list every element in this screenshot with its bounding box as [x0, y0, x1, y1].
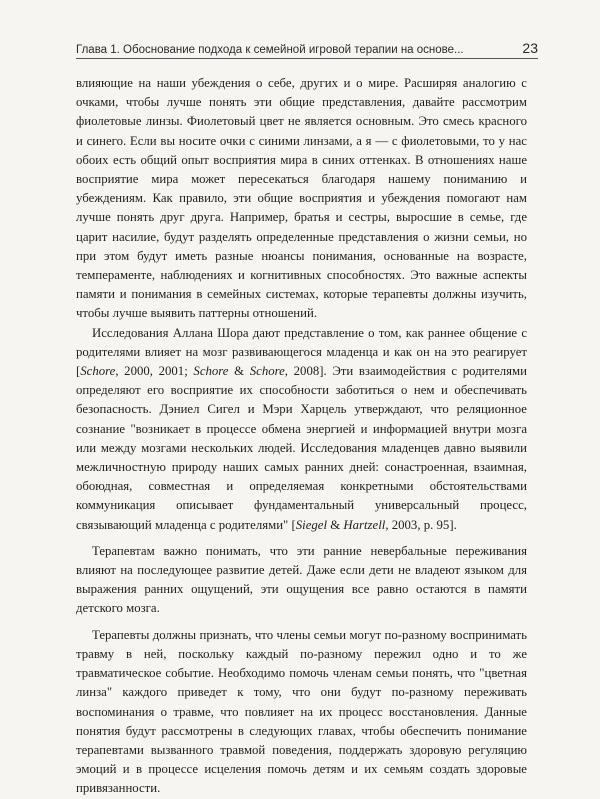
body-text [76, 74, 527, 799]
header-divider [76, 58, 538, 59]
citation-author: Schore [193, 364, 229, 379]
citation-author: Schore [80, 364, 116, 379]
paragraph-2-text-4: , 2008]. Эти взаимодействия с родителями определяют его восприятие их способности заботиться о нем и обеспечивать безопасность. Дэниел Сигел и Мэри Харцель утверждают, что реляционное сознание "возникает в процессе обмена энергией и информацией внутри мозга или между мозгами нескольких людей. Исследования младенцев давно выявили межличностную природу наших самых ранних дней: сонастроенная, взаимная, обоюдная, совместная и определяемая конкретными обстоятельствами коммуникация описывает фундаментальный универсальный процесс, связывающий младенца с родителями" [ [76, 364, 527, 532]
paragraph-1: влияющие на наши убеждения о себе, других и о мире. Расширяя аналогию с очками, чтобы лучше понять эти общие представления, давайте рассмотрим фиолетовые линзы. Фиолетовый цвет не является основным. Это смесь красного и синего. Если вы носите очки с синими линзами, а я — с фиолетовыми, то у нас обоих есть общий опыт восприятия мира в синих оттенках. В отношениях наше восприятие мира может пересекаться благодаря нашему пониманию и убеждениям. Как правило, эти общие восприятия и убеждения помогают нам лучше понять друг друга. Например, братья и сестры, выросшие в семье, где царит насилие, будут разделять определенные представления о жизни семьи, но при этом будут иметь разные нюансы понимания, основанные на возрасте, темпераменте, наблюдениях и когнитивных способностях. Это важные аспекты памяти и понимания в семейных системах, которые терапевты должны изучить, чтобы лучше выявить паттерны отношений. [76, 76, 527, 321]
paragraph-2-text-6: , 2003, p. 95]. [385, 517, 457, 532]
citation-author: Siegel [295, 517, 328, 532]
paragraph-4: Терапевты должны признать, что члены семьи могут по-разному воспринимать травму в ней, поскольку каждый по-разному пережил одно и то же травматическое событие. Необходимо помочь членам семьи понять, что "цветная линза" каждого приведет к тому, что они будут по-разному переживать воспоминания о травме, что повлияет на их процесс восстановления. Данные понятия будут рассмотрены в следующих главах, чтобы обеспечить понимание терапевтами вызванного травмой поведения, поддержать здоровую регуляцию эмоций и в процессе исцеления помочь детям и их семьям создать здоровые привязанности. [76, 627, 527, 796]
paragraph-3: Терапевтам важно понимать, что эти ранние невербальные переживания влияют на последующее развитие детей. Даже если дети не владеют языком для выражения ранних ощущений, эти ощущения все равно остаются в памяти детского мозга. [76, 543, 527, 616]
paragraph-2-text-1: Исследования Аллана Шора дают представление о том, как раннее общение с родителями влияет на мозг развивающегося младенца и как он на это реагирует [ [76, 325, 527, 379]
running-header [76, 40, 538, 56]
paragraph-2 [76, 324, 527, 535]
chapter-title: Глава 1. Обоснование подхода к семейной игровой терапии на основе... [76, 44, 464, 56]
paragraph-2-text-2: , 2000, 2001; [115, 364, 194, 379]
page-number: 23 [522, 40, 538, 56]
citation-author: Hartzell [343, 517, 386, 532]
citation-author: Schore [249, 364, 285, 379]
paragraph-2-text-3: & [228, 364, 250, 379]
paragraph-2-text-5: & [327, 517, 344, 532]
